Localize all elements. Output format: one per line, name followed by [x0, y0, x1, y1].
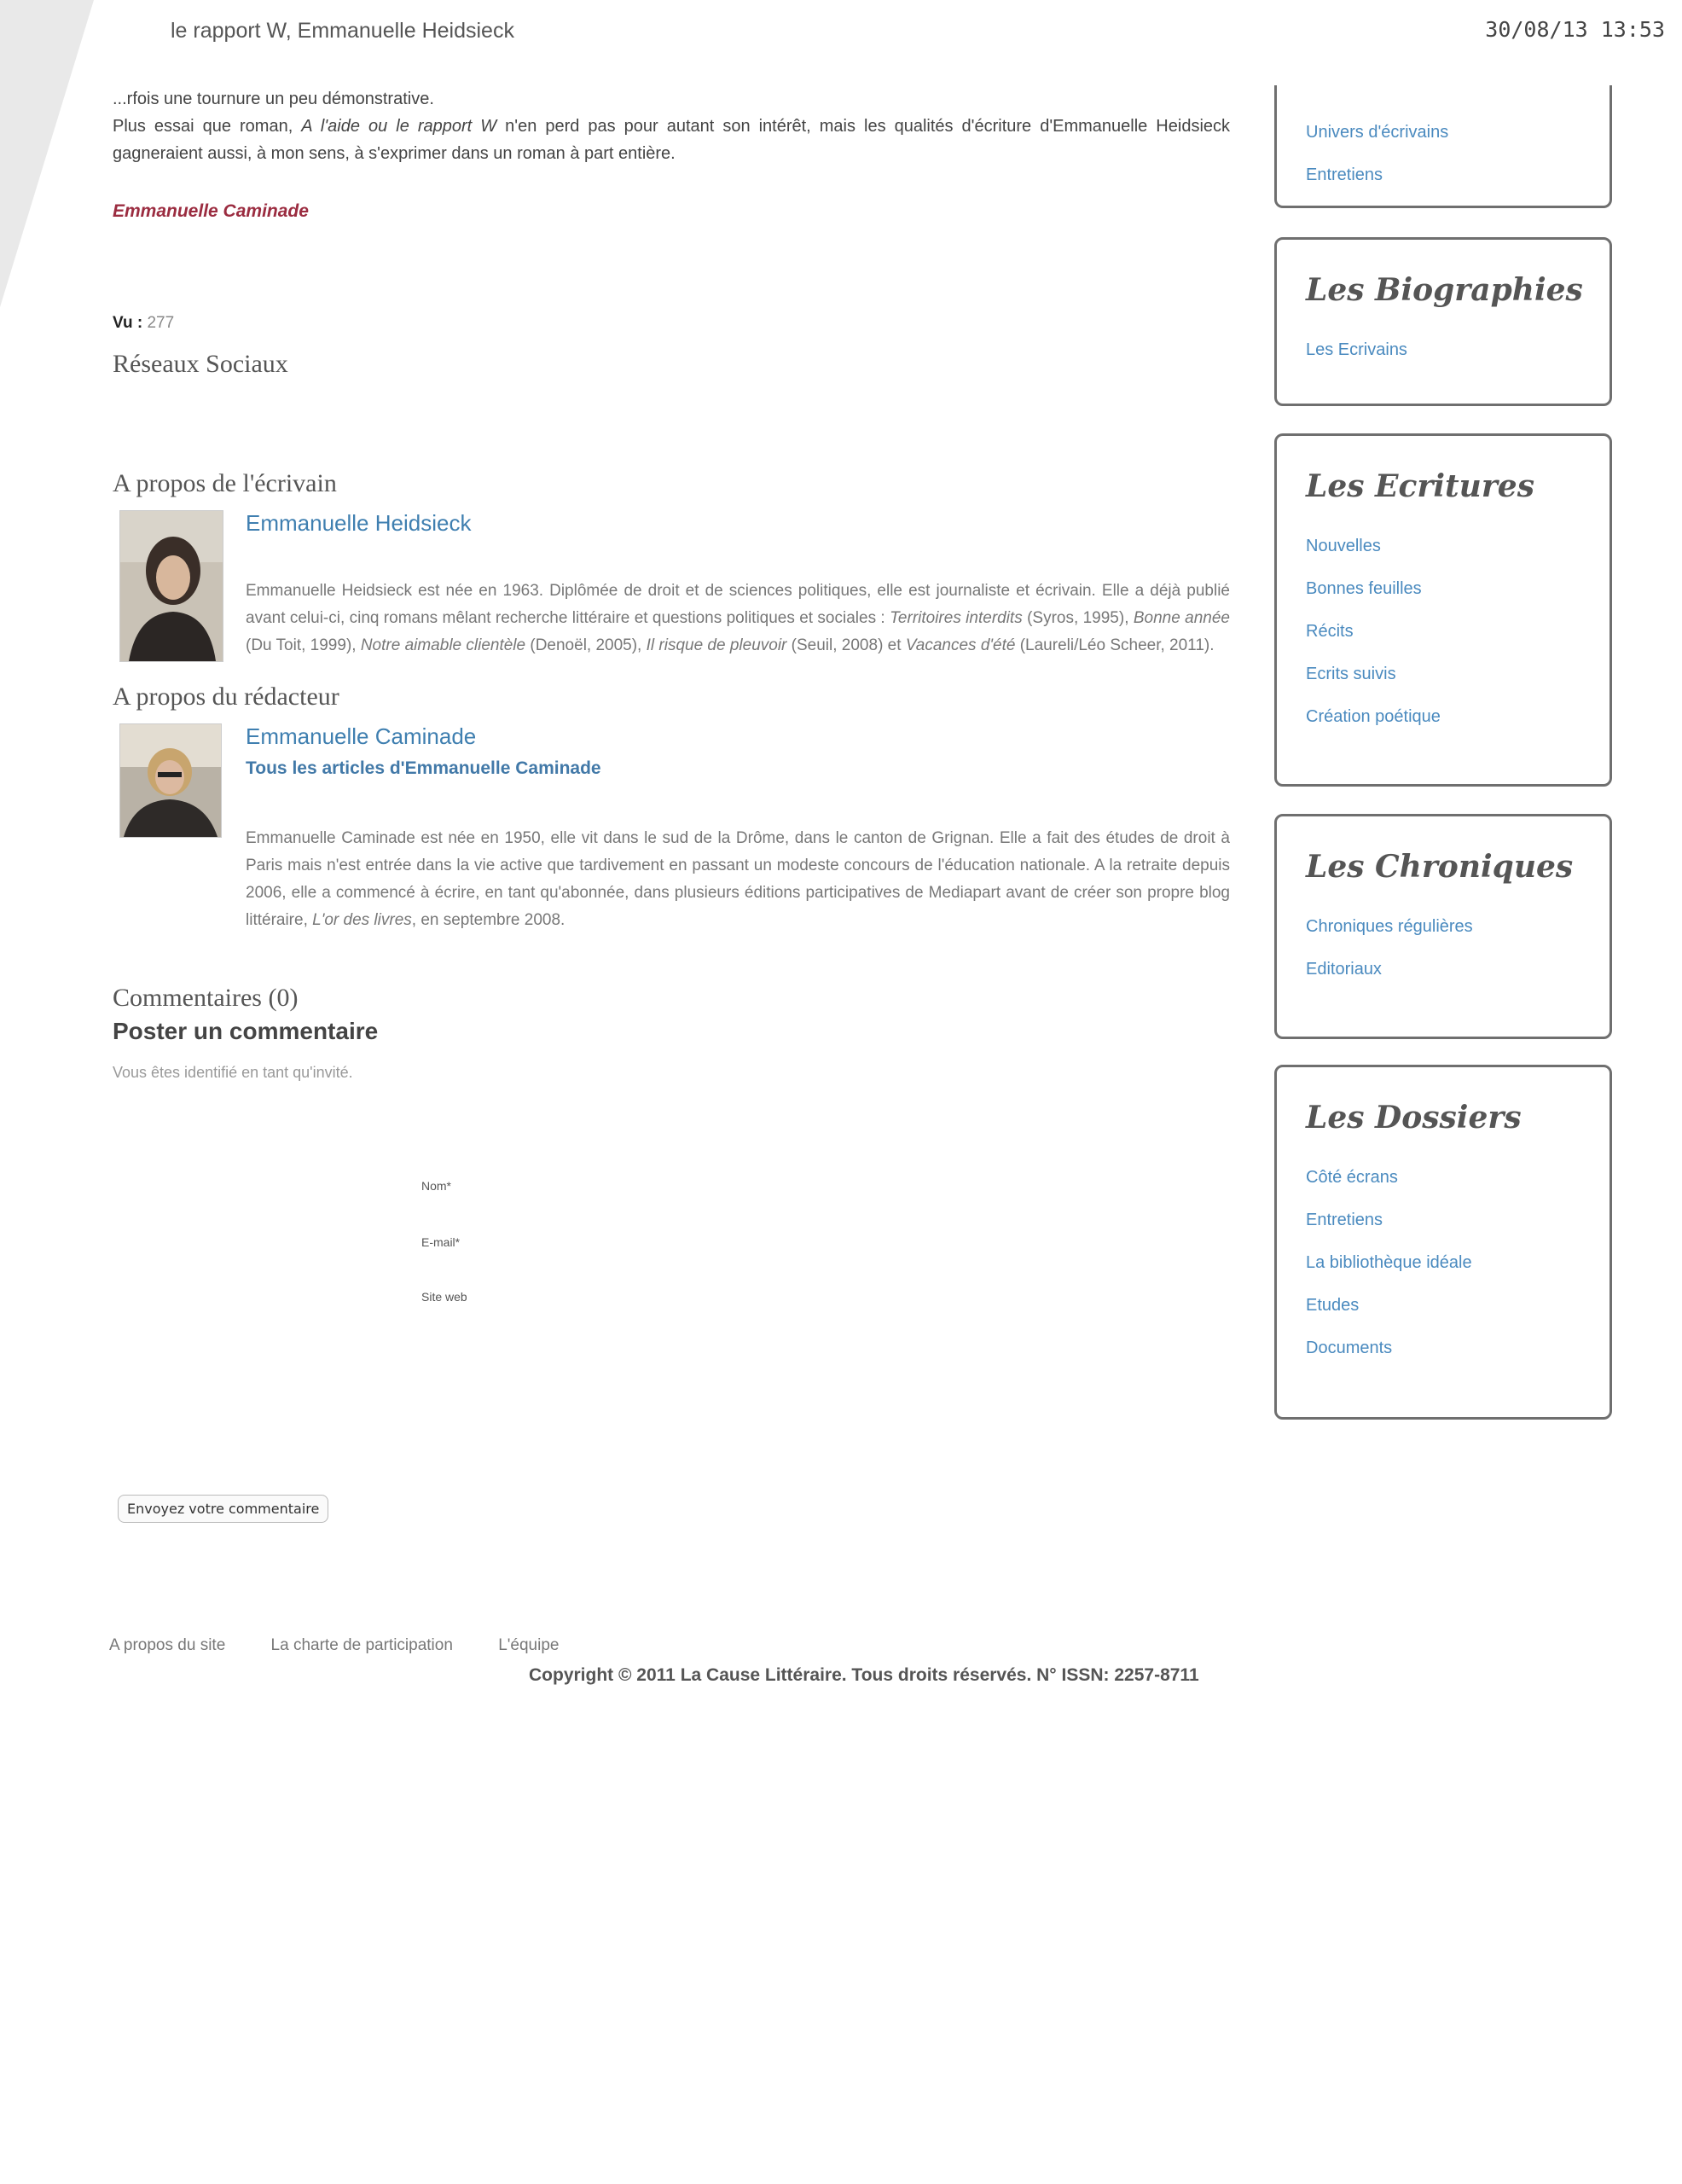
book-title: A l'aide ou le rapport W	[301, 117, 497, 136]
biographies-title: Les Biographies	[1306, 272, 1583, 308]
dossiers-title: Les Dossiers	[1306, 1100, 1522, 1136]
sidebar-item-recits[interactable]: Récits	[1306, 622, 1354, 641]
sidebar-item-bibliotheque-ideale[interactable]: La bibliothèque idéale	[1306, 1253, 1472, 1272]
email-field-label: E-mail*	[421, 1235, 461, 1249]
name-field-label: Nom*	[421, 1179, 452, 1193]
website-field-label: Site web	[421, 1290, 467, 1304]
sidebar-box-ecritures	[1274, 433, 1612, 787]
chroniques-title: Les Chroniques	[1306, 849, 1574, 885]
sidebar-item-chroniques-regulieres[interactable]: Chroniques régulières	[1306, 917, 1473, 936]
editor-photo	[119, 723, 222, 838]
sidebar-item-entretiens-top[interactable]: Entretiens	[1306, 166, 1383, 184]
writer-photo	[119, 510, 223, 662]
comments-heading: Commentaires (0)	[113, 984, 299, 1012]
writer-name-link[interactable]: Emmanuelle Heidsieck	[246, 510, 472, 536]
writer-bio-text: Emmanuelle Heidsieck est née en 1963. Diplômée de droit et de sciences politiques, elle est journaliste et écrivain. Elle a déjà publié avant celui-ci, cinq romans mêlant recherche littéraire et questions politiques et sociales : Territoires interdits (Syros, 1995), Bonne année (Du Toit, 1999), Notre aimable clientèle (Denoël, 2005), Il risque de pleuvoir (Seuil, 2008) et Vacances d'été (Laureli/Léo Scheer, 2011).	[246, 582, 1230, 654]
footer-link-charter[interactable]: La charte de participation	[270, 1636, 453, 1654]
sidebar-box-biographies	[1274, 237, 1612, 406]
copyright-notice: Copyright © 2011 La Cause Littéraire. Tous droits réservés. N° ISSN: 2257-8711	[529, 1665, 1199, 1685]
sidebar-item-ecrits-suivis[interactable]: Ecrits suivis	[1306, 665, 1396, 683]
article-paragraph-1: ...rfois une tournure un peu démonstrative.	[113, 90, 434, 108]
ecritures-title: Les Ecritures	[1306, 468, 1534, 504]
social-networks-heading: Réseaux Sociaux	[113, 350, 288, 378]
sidebar-item-nouvelles[interactable]: Nouvelles	[1306, 537, 1381, 555]
editor-name-link[interactable]: Emmanuelle Caminade	[246, 723, 477, 749]
print-datetime: 30/08/13 13:53	[1485, 17, 1665, 42]
footer-links	[109, 1636, 600, 1655]
post-comment-heading: Poster un commentaire	[113, 1018, 379, 1044]
editor-bio	[113, 723, 1230, 934]
sidebar-item-entretiens[interactable]: Entretiens	[1306, 1211, 1383, 1229]
footer-link-team[interactable]: L'équipe	[498, 1636, 560, 1654]
sidebar-item-bonnes-feuilles[interactable]: Bonnes feuilles	[1306, 579, 1422, 598]
editor-all-articles-link[interactable]: Tous les articles d'Emmanuelle Caminade	[246, 758, 601, 778]
about-writer-heading: A propos de l'écrivain	[113, 469, 337, 497]
sidebar-item-les-ecrivains[interactable]: Les Ecrivains	[1306, 340, 1407, 359]
print-page-title: le rapport W, Emmanuelle Heidsieck	[171, 19, 514, 43]
sidebar-box-top	[1274, 85, 1612, 208]
sidebar-item-cote-ecrans[interactable]: Côté écrans	[1306, 1168, 1398, 1187]
sidebar-item-univers-ecrivains[interactable]: Univers d'écrivains	[1306, 123, 1449, 142]
about-editor-heading: A propos du rédacteur	[113, 682, 339, 711]
identified-as-guest: Vous êtes identifié en tant qu'invité.	[113, 1064, 353, 1081]
sidebar-item-creation-poetique[interactable]: Création poétique	[1306, 707, 1441, 726]
sidebar-item-documents[interactable]: Documents	[1306, 1339, 1393, 1357]
sidebar-item-etudes[interactable]: Etudes	[1306, 1296, 1360, 1315]
scan-paper-fold	[0, 0, 94, 307]
sidebar-box-chroniques	[1274, 814, 1612, 1039]
writer-bio	[113, 510, 1230, 664]
editor-bio-text: Emmanuelle Caminade est née en 1950, elle vit dans le sud de la Drôme, dans le canton de Grignan. Elle a fait des études de droit à Paris mais n'est entrée dans la vie active que tardivement en passant un modeste concours de l'éducation nationale. A la retraite depuis 2006, elle a commencé à écrire, en tant qu'abonnée, dans plusieurs éditions participatives de Mediapart avant de créer son propre blog littéraire, L'or des livres, en septembre 2008.	[246, 829, 1230, 929]
footer-link-about[interactable]: A propos du site	[109, 1636, 226, 1654]
article-signature: Emmanuelle Caminade	[113, 201, 309, 221]
sidebar-item-editoriaux[interactable]: Editoriaux	[1306, 960, 1382, 979]
sidebar-box-dossiers	[1274, 1065, 1612, 1420]
submit-comment-button[interactable]: Envoyez votre commentaire	[118, 1495, 328, 1523]
article-main	[113, 85, 1230, 1082]
view-count: Vu : 277	[113, 314, 175, 332]
article-paragraph-2: Plus essai que roman, A l'aide ou le rapport W n'en perd pas pour autant son intérêt, mais les qualités d'écriture d'Emmanuelle Heidsieck gagneraient aussi, à mon sens, à s'exprimer dans un roman à part entière.	[113, 117, 1231, 163]
